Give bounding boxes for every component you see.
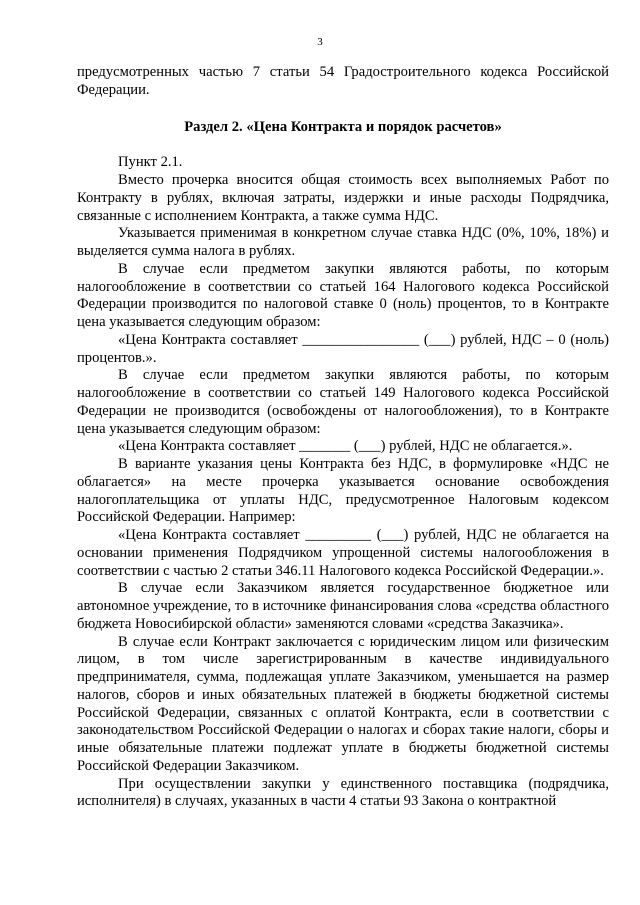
paragraph-zero-rate-template: «Цена Контракта составляет ________________ (___) рублей, НДС – 0 (ноль) процентов.».: [77, 331, 609, 366]
paragraph-tax-reduction: В случае если Контракт заключается с юридическим лицом или физическим лицом, в том числе зарегистрированным в качестве индивидуального предпринимателя, сумма, подлежащая уплате Заказчиком, уменьшается на размер налогов, сборов и иных обязательных платежей в бюджеты бюджетной системы Российской Федерации, связанных с оплатой Контракта, если в соответствии с законодательством Российской Федерации о налогах и сборах такие налоги, сборы и иные обязательные платежи подлежат уплате в бюджеты бюджетной системы Российской Федерации Заказчиком.: [77, 633, 609, 774]
paragraph-zero-rate-case: В случае если предметом закупки являются работы, по которым налогообложение в соответствии со статьей 164 Налогового кодекса Российской Федерации производится по налоговой ставке 0 (ноль) процентов, то в Контракте цена указывается следующим образом:: [77, 260, 609, 330]
clause-label: Пункт 2.1.: [118, 154, 183, 171]
paragraph-no-vat-example: «Цена Контракта составляет _________ (___) рублей, НДС не облагается на основании применения Подрядчиком упрощенной системы налогообложения в соответствии с частью 2 статьи 346.11 Налогового кодекса Российской Федерации.».: [77, 527, 609, 579]
paragraph-exempt-case: В случае если предметом закупки являются работы, по которым налогообложение в соответствии со статьей 149 Налогового кодекса Российской Федерации не производится (освобождены от налогообложения), то в Контракте цена указывается следующим образом:: [77, 367, 609, 437]
intro-paragraph: предусмотренных частью 7 статьи 54 Градостроительного кодекса Российской Федерации.: [77, 64, 609, 98]
paragraph-exempt-template: «Цена Контракта составляет _______ (___) рублей, НДС не облагается.».: [118, 438, 573, 455]
paragraph-customer-funding: В случае если Заказчиком является государственное бюджетное или автономное учреждение, то в источнике финансирования слова «средства областного бюджета Новосибирской области» заменяются словами «средства Заказчика».: [77, 580, 609, 632]
document-body: [77, 64, 609, 811]
section-heading: Раздел 2. «Цена Контракта и порядок расчетов»: [184, 118, 502, 135]
paragraph-no-vat-variant: В варианте указания цены Контракта без НДС, в формулировке «НДС не облагается» на месте прочерка указывается основание освобождения налогоплательщика от уплаты НДС, предусмотренное Налоговым кодексом Российской Федерации. Например:: [77, 456, 609, 526]
page-number: 3: [317, 36, 323, 48]
paragraph-single-supplier: При осуществлении закупки у единственного поставщика (подрядчика, исполнителя) в случаях, указанных в части 4 статьи 93 Закона о контрактной: [77, 775, 609, 810]
paragraph-price-total: Вместо прочерка вносится общая стоимость всех выполняемых Работ по Контракту в рублях, включая затраты, издержки и иные расходы Подрядчика, связанные с исполнением Контракта, а также сумма НДС.: [77, 172, 609, 224]
paragraph-vat-rate: Указывается применимая в конкретном случае ставка НДС (0%, 10%, 18%) и выделяется сумма налога в рублях.: [77, 225, 609, 259]
